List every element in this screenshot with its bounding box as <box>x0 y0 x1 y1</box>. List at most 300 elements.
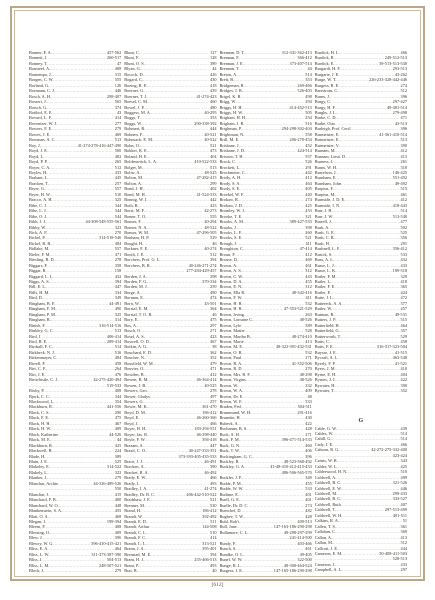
entry-name: Boyer, Jas. R. <box>124 431 149 437</box>
entry-name: Boyle, F. W. <box>124 437 146 443</box>
entry-pages: 349 <box>114 295 122 301</box>
entry-name: Brody, S. A. <box>219 180 241 186</box>
entry-pages: 497 <box>210 393 217 399</box>
entry-pages: 550 <box>114 486 122 492</box>
entry-name: Budde, W. W. <box>219 486 244 492</box>
entry-pages: 260 <box>305 229 312 235</box>
entry-pages: 316-317-323-504 <box>376 344 407 350</box>
entry-name: Burke, C. D. <box>314 115 337 121</box>
entry-pages: 466 <box>400 50 407 55</box>
entry-pages: 551-492 <box>392 175 407 181</box>
entry-pages: 460 <box>305 442 312 448</box>
entry-name: Blanchar, Archie <box>29 480 58 486</box>
leader-dots <box>50 574 106 575</box>
entry-name: Bolton, A. <box>124 180 143 186</box>
entry-name: Burgess, R. E. <box>314 82 340 88</box>
entry-pages: 352 <box>400 388 407 394</box>
entry-name: Brace, J. J. <box>124 458 143 464</box>
entry-name: Brandt, F. C. <box>124 535 147 541</box>
entry-pages: 532 <box>305 349 312 355</box>
entry-pages: 464 <box>114 546 122 552</box>
entry-name: Brown, Mrs. R. F. <box>219 371 251 377</box>
entry-pages: 344 <box>114 393 122 399</box>
entry-pages: 467 <box>210 339 217 345</box>
entry-name: Brill, M. E. <box>219 137 240 143</box>
entry-name: Bixby, P. <box>29 388 45 394</box>
entry-name: Bull, Jane <box>219 524 237 530</box>
entry-name: Boggess, M. A. <box>124 109 151 115</box>
entry-pages: 512 <box>114 164 122 170</box>
entry-pages: 424-514 <box>297 148 312 154</box>
entry-name: Campbell, A. L. <box>314 567 343 573</box>
entry-pages: 271 <box>210 328 217 334</box>
entry-name: Blewry, W. G. <box>29 540 54 546</box>
entry-pages: 422 <box>305 420 312 426</box>
entry-name: Boyd, D. M. <box>124 409 146 415</box>
entry-name: Briggs, H. H. <box>219 104 243 110</box>
entry-pages: 428 <box>305 426 312 432</box>
entry-pages: 41-361-410-514 <box>379 131 407 137</box>
entry-pages: 404 <box>400 371 407 377</box>
entry-name: Burnham, E. <box>314 175 337 181</box>
entry-name: Bingham, R. <box>29 317 51 323</box>
entry-name: Brandt, Arthur <box>124 524 150 530</box>
entry-name: Brown, M. E. <box>219 344 244 350</box>
leader-dots <box>149 574 209 575</box>
entry-name: Bibb, J. J. <box>29 219 47 225</box>
entry-pages: 528-513 <box>392 556 407 562</box>
entry-pages: 521 <box>210 142 217 148</box>
entry-pages: 394 <box>114 279 122 285</box>
entry-pages: 409 <box>114 529 122 535</box>
entry-name: Bracco, A. H. <box>29 197 53 203</box>
entry-name: Bosch, A. H. <box>29 93 52 99</box>
entry-name: Bracken, T. <box>29 180 49 186</box>
entry-pages: 389 <box>305 322 312 328</box>
entry-name: Boland, H. E. <box>124 153 148 159</box>
entry-name: Butterfield, H. <box>314 322 340 328</box>
entry-pages: 461 <box>305 546 312 552</box>
entry-pages: 49-405 <box>299 551 312 557</box>
entry-pages: 224 <box>114 448 122 454</box>
entry-pages: 50-408-411-503 <box>379 550 407 556</box>
entry-pages: 413 <box>400 534 407 540</box>
entry-name: Botthof, E. E. <box>29 109 53 115</box>
entry-name: Bycraft, A. L. <box>314 355 339 361</box>
entry-pages: 408 <box>114 388 122 394</box>
entry-pages: 364 <box>210 306 217 312</box>
entry-name: Bory, E. <box>124 317 139 323</box>
entry-pages: 516 <box>114 349 122 355</box>
entry-pages: 261 <box>400 159 407 165</box>
entry-name: Black, C. S. <box>29 409 50 415</box>
entry-pages: 525 <box>114 458 122 464</box>
entry-name: Butler, P. <box>314 289 331 295</box>
index-column-4 <box>315 50 407 574</box>
entry-pages: 51 <box>402 518 407 524</box>
entry-name: Birrell, F. <box>29 360 46 366</box>
entry-name: Burdick, R. <box>314 55 335 61</box>
entry-name: Brown, Irving <box>219 311 244 317</box>
entry-name: Burk, A. <box>314 224 330 230</box>
entry-name: Blackburn, R. <box>29 404 53 410</box>
entry-name: Bibe, O. J. <box>29 213 48 219</box>
entry-name: Bromley, W. J. <box>219 208 245 214</box>
entry-name: Cameron, J. <box>314 561 336 567</box>
entry-pages: 316-514-516 <box>99 322 122 328</box>
entry-name: Bills, H. M. <box>29 289 50 295</box>
entry-name: Bogard, C. <box>124 77 143 83</box>
entry-pages: 343 <box>400 458 407 464</box>
entry-pages: 513 <box>114 328 122 334</box>
entry-name: Boyd, J. E. <box>29 148 48 154</box>
entry-pages: 414-452-513 <box>289 104 312 110</box>
entry-pages: 279 <box>114 126 122 132</box>
entry-pages: 502 <box>400 224 407 230</box>
entry-name: Bingham, F. M. <box>29 306 56 312</box>
entry-name: Brown, Marie <box>219 339 244 345</box>
entry-name: Butler, L. <box>314 279 332 285</box>
entry-name: Boeing, R. E. <box>124 82 148 88</box>
entry-name: Calderwood, H. N. <box>314 469 348 475</box>
entry-name: Byrne, E. H. <box>314 371 337 377</box>
entry-name: Burmeister, E. <box>314 131 340 137</box>
entry-name: Bibe, C. J. <box>29 202 48 208</box>
entry-pages: 46-298-440 <box>196 431 217 437</box>
entry-name: Brann, J. A. <box>124 546 145 552</box>
entry-name: Burnam, Lieut. D. <box>314 153 347 159</box>
entry-pages: 349 <box>305 475 312 481</box>
entry-pages: 466 <box>210 475 217 481</box>
entry-name: Brabant, L. <box>29 175 49 181</box>
entry-name: Bibby, W. <box>29 224 47 230</box>
entry-pages: 40-525 <box>204 382 217 388</box>
entry-pages: 358 <box>114 262 122 268</box>
entry-pages: 463-548 <box>392 355 407 361</box>
entry-name: Bohn, O. <box>124 142 140 148</box>
entry-name: Barrstrom, C. <box>314 88 339 94</box>
entry-pages: 241-414-500 <box>289 535 312 541</box>
entry-name: Bouvier, O. <box>124 366 145 372</box>
entry-name: Bracken, A. <box>124 464 145 470</box>
entry-pages: 294-298-302-404 <box>281 126 312 132</box>
entry-pages: 255-466-513 <box>194 557 217 563</box>
entry-pages: 329 <box>400 273 407 279</box>
entry-name <box>315 573 344 574</box>
entry-pages: 406-414 <box>106 333 122 339</box>
entry-name: Brooks, L. F. <box>219 229 242 235</box>
index-entry <box>124 574 216 575</box>
entry-pages: 49-531 <box>394 311 407 317</box>
entry-name: Caldwell, B. C. <box>314 480 342 486</box>
entry-name: Bouchard, E. D. <box>124 349 153 355</box>
entry-name: Byerly, F. P. <box>314 360 336 366</box>
entry-name: Bohmert, R. <box>124 126 146 132</box>
entry-pages: 41-515 <box>394 349 407 355</box>
entry-name: Brandt, E. D. <box>124 518 148 524</box>
entry-name: Bought, H. <box>124 240 144 246</box>
index-column-2 <box>124 50 216 574</box>
entry-pages: 396 <box>305 453 312 459</box>
entry-pages: 263 <box>305 311 312 317</box>
entry-pages: 411 <box>305 295 312 301</box>
entry-name: Boesel, C. M. <box>124 99 149 105</box>
entry-name: Brennan, D. T. <box>219 50 245 55</box>
entry-name: Brady, E. W. <box>124 475 147 481</box>
entry-pages: 412 <box>305 251 312 257</box>
entry-name: Burghs, J. L. <box>314 109 337 115</box>
entry-name: Buckler, J. F. <box>219 475 243 481</box>
entry-pages: 418-443 <box>392 202 407 208</box>
entry-pages: 38 <box>212 344 217 350</box>
entry-name: Boyd, P. P. <box>29 159 48 165</box>
entry-name: Brokaw, R. <box>219 197 239 203</box>
entry-pages: 413 <box>305 339 312 345</box>
entry-name: Bickel, R. B. <box>29 240 52 246</box>
entry-name: Brouse, D. <box>219 257 238 263</box>
entry-name: Buttereck, A. A. <box>314 300 343 306</box>
entry-name: Blew, J. <box>29 535 43 541</box>
entry-name: Callcott, J. E. <box>314 545 339 551</box>
entry-name: Boyd, E. <box>124 415 140 421</box>
entry-name: Boucher, N. <box>124 355 145 361</box>
entry-name: Butterfield, G. <box>314 328 340 334</box>
entry-name: Boerner, G. <box>124 88 145 94</box>
entry-pages: 41-352-506 <box>291 360 312 366</box>
entry-pages: 291 <box>400 240 407 246</box>
entry-pages: 433 <box>114 169 122 175</box>
entry-pages: 297 <box>210 322 217 328</box>
entry-pages: 445 <box>114 175 122 181</box>
entry-name: Burgarte, J. E. <box>314 71 340 77</box>
entry-pages: 314-518-546 <box>99 235 122 241</box>
entry-pages: 440 <box>305 191 312 197</box>
entry-name: Blakely, L. <box>29 469 48 475</box>
entry-name: Birdsall, F. C. <box>29 344 53 350</box>
entry-pages: 356 <box>400 235 407 241</box>
entry-pages: 410 <box>400 366 407 372</box>
entry-name: Boyd, L. <box>29 153 45 159</box>
entry-name: Bruden, Fed. <box>219 404 242 410</box>
entry-name: Bocock, D. <box>124 71 144 77</box>
entry-pages: 279 <box>114 568 122 574</box>
entry-name: Blunt, C. <box>124 50 140 55</box>
entry-name: Bubeck, A. <box>219 420 239 426</box>
entry-name: Busse, L. K. <box>314 268 337 274</box>
entry-name: Burmeister, V. <box>314 142 340 148</box>
entry-pages: 408 <box>114 524 122 530</box>
entry-pages: 48-526 <box>299 377 312 383</box>
entry-name: Black, F. E. <box>29 415 50 421</box>
entry-name: Birkenmayer, C. <box>29 355 58 361</box>
entry-name: Bleem, F. <box>29 524 46 530</box>
entry-pages: 409 <box>114 426 122 432</box>
entry-pages: 299 <box>210 180 217 186</box>
entry-name: Brody, S. E. <box>219 186 241 192</box>
entry-name: Bohnen, F. <box>124 131 143 137</box>
entry-name: Brown, W. <box>219 382 239 388</box>
entry-pages: 558 <box>305 131 312 137</box>
entry-pages: 43-501 <box>204 300 217 306</box>
entry-pages: 476 <box>114 371 122 377</box>
entry-pages: 514 <box>305 71 312 77</box>
entry-pages: 557 <box>305 153 312 159</box>
entry-pages <box>304 574 311 575</box>
entry-name: Biggs, A. S. <box>29 279 50 285</box>
entry-pages: 396 <box>114 535 122 541</box>
entry-pages: 47-353-521-529 <box>283 306 312 312</box>
entry-name: Butman, R. <box>314 311 335 317</box>
entry-pages: 186-412 <box>202 409 217 415</box>
entry-name: Boyer, H. H. <box>124 426 147 432</box>
entry-name: Broughton, C. <box>219 246 244 252</box>
entry-pages: 353 <box>210 115 217 121</box>
entry-pages: 526 <box>305 159 312 165</box>
entry-pages <box>209 574 216 575</box>
entry-name: Bjork, C. C. <box>29 393 50 399</box>
entry-name: Black, H. W. <box>29 426 52 432</box>
entry-name: Bidlake, M. <box>29 246 50 252</box>
entry-pages: 44-491 <box>109 300 122 306</box>
entry-pages: 414 <box>210 535 217 541</box>
entry-pages: 48-522 <box>204 224 217 230</box>
entry-name: Boerner, T. J. <box>124 93 148 99</box>
entry-pages: 39-513-513-530 <box>379 60 407 66</box>
entry-pages: 415 <box>114 491 122 497</box>
entry-pages: 461 <box>305 262 312 268</box>
entry-name: Buck, F. M. <box>219 437 240 443</box>
entry-name: Borden, F. G. <box>124 279 148 285</box>
entry-name: Bliss, L. W. <box>29 551 50 557</box>
entry-name: Broekel, W. F. <box>219 191 245 197</box>
entry-pages: 370-334 <box>202 279 217 285</box>
entry-pages: 452 <box>305 142 312 148</box>
entry-pages: 40 <box>212 568 217 574</box>
entry-name: Borge, A. <box>124 289 141 295</box>
entry-pages: 442 <box>305 169 312 175</box>
entry-name: Black, Katherine <box>29 431 59 437</box>
entry-name: Blakeley, E. <box>29 464 50 470</box>
entry-pages: 48-526 <box>299 317 312 323</box>
entry-name: Caldwell, A. <box>314 474 337 480</box>
entry-name: Brockmeier, C. <box>219 169 246 175</box>
entry-name: Burnam, M. <box>314 148 336 154</box>
entry-name: Brant, H. J. <box>124 557 144 563</box>
entry-pages: 394 <box>210 257 217 263</box>
entry-pages: 442 <box>210 197 217 203</box>
entry-pages: 278 <box>114 257 122 263</box>
entry-name: Bush, G. E. <box>314 229 335 235</box>
entry-pages <box>394 573 407 574</box>
entry-pages: 344 <box>114 202 122 208</box>
entry-name: Bradley, J. A. <box>124 486 148 492</box>
entry-pages: 512 <box>400 88 407 94</box>
entry-name: Brown, H. R. <box>219 306 243 312</box>
entry-name: Bridges, J. B. <box>219 88 243 94</box>
entry-name: Bird, D. <box>29 295 43 301</box>
entry-pages: 423 <box>210 333 217 339</box>
entry-pages: 321-526 <box>392 480 407 486</box>
entry-pages: 521 <box>210 497 217 503</box>
entry-name: Born, W. <box>124 300 140 306</box>
entry-pages: 373-407-514 <box>289 60 312 66</box>
entry-pages: 428 <box>305 513 312 519</box>
entry-pages: 412 <box>400 197 407 203</box>
entry-name <box>124 574 149 575</box>
entry-name: Buckley, R. <box>219 458 240 464</box>
entry-pages: 565 <box>114 99 122 105</box>
entry-pages: 44-326-489-526 <box>93 480 122 486</box>
entry-pages: 271 <box>305 431 312 437</box>
entry-name: Brockett, L. <box>219 164 241 170</box>
entry-name: Borstal, T. O. R. <box>124 311 153 317</box>
entry-pages: 444 <box>210 126 217 132</box>
entry-name: Brown, D. A. <box>219 279 243 285</box>
entry-pages: 468 <box>114 513 122 519</box>
entry-name: Bradshaw, J. E. <box>124 497 151 503</box>
entry-name: Cameron, E. M. <box>314 550 343 556</box>
entry-pages: 557 <box>114 246 122 252</box>
entry-name: Cables, W. <box>314 431 334 436</box>
entry-pages: 278 <box>210 388 217 394</box>
entry-name: Brigg, W. <box>219 99 237 105</box>
entry-name: Blyzn, G. <box>124 66 141 72</box>
entry-pages: 41-48-410-412-415-433 <box>270 464 312 470</box>
entry-name: Brokaw, J. D. <box>219 202 243 208</box>
entry-name: Bueschel, D. <box>219 508 242 514</box>
entry-pages: 144-508 <box>202 524 217 530</box>
entry-name: Bywater, H. <box>314 382 336 388</box>
entry-pages: 411 <box>305 240 312 246</box>
entry-pages: 325 <box>114 197 122 203</box>
entry-name: Bowers, F. E. <box>29 126 53 132</box>
entry-pages: 514 <box>114 344 122 350</box>
page-number: [612] <box>211 582 224 588</box>
entry-name: Bowes, J. E. <box>29 131 51 137</box>
entry-name: Blackburn, R. <box>29 442 53 448</box>
entry-name: Bos, A. <box>124 322 138 328</box>
entry-pages: 44 <box>212 66 217 72</box>
entry-pages: 257 <box>114 180 122 186</box>
entry-pages: 469 <box>305 257 312 263</box>
entry-name: Biggar, R. <box>29 268 47 274</box>
entry-name: Blatt, O. A. <box>29 513 49 519</box>
entry-pages: 474 <box>210 295 217 301</box>
entry-name: Birt, J. E. <box>29 371 46 377</box>
entry-pages: 41-274 <box>204 486 217 492</box>
entry-pages: 526-403 <box>297 88 312 94</box>
entry-pages: 401 <box>305 491 312 497</box>
entry-name: Brown, R. A. <box>219 360 243 366</box>
entry-name: Biggars, F. <box>29 262 48 268</box>
entry-name: Cahill, G. <box>314 436 332 442</box>
entry-pages: 46 <box>212 311 217 317</box>
entry-pages: 400 <box>114 497 122 503</box>
leader-dots <box>344 573 394 574</box>
entry-name: Bibe, L. J. <box>29 208 47 214</box>
entry-name: Bonne, T. O. <box>124 213 147 219</box>
entry-name: Blanker, J. <box>29 475 48 481</box>
entry-pages: 48 <box>307 393 312 399</box>
entry-pages: 504-511 <box>297 404 312 410</box>
entry-pages: 47-296-505 <box>196 229 217 235</box>
entry-name: Byers, J. M. <box>314 366 336 372</box>
entry-name: Burdick, E. <box>314 60 335 66</box>
entry-pages: 477 <box>400 219 407 225</box>
entry-pages: 505 <box>305 109 312 115</box>
entry-pages: 398 <box>305 224 312 230</box>
entry-name: Brown, Lyle <box>219 322 241 328</box>
